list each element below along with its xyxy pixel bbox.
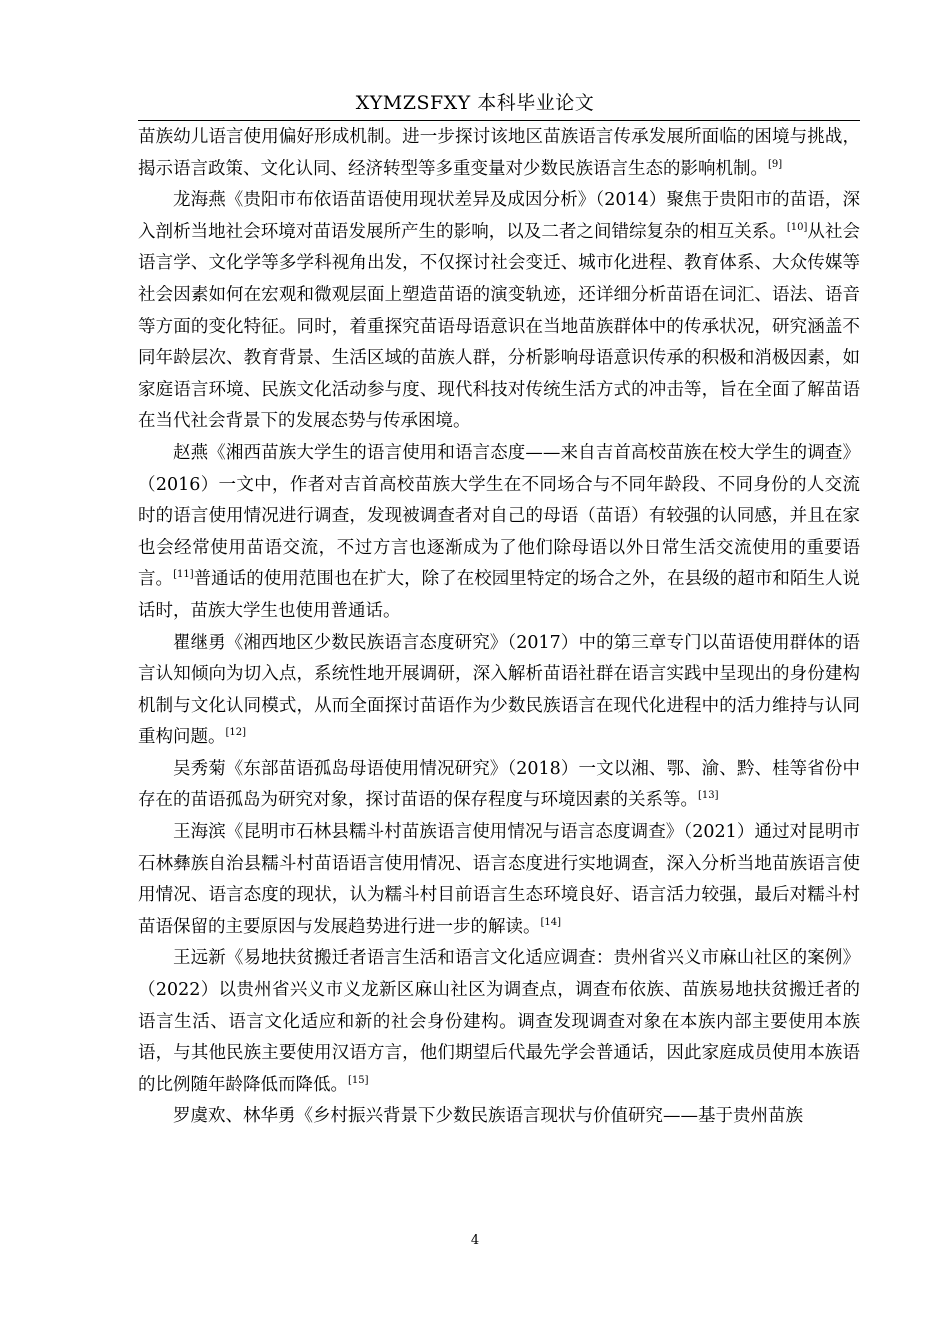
paragraph-text-continued: 从社会语言学、文化学等多学科视角出发，不仅探讨社会变迁、城市化进程、教育体系、大众传媒等社会因素如何在宏观和微观层面上塑造苗语的演变轨迹，还详细分析苗语在词汇、语法、语音等方面的变化特征。同时，着重探究苗语母语意识在当地苗族群体中的传承状况，研究涵盖不同年龄层次、教育背景、生活区域的苗族人群，分析影响母语意识传承的积极和消极因素，如家庭语言环境、民族文化活动参与度、现代科技对传统生活方式的冲击等，旨在全面了解苗语在当代社会背景下的发展态势与传承困境。 bbox=[138, 221, 861, 432]
citation-ref: [13] bbox=[698, 790, 719, 802]
paragraph-text: 龙海燕《贵阳市布依语苗语使用现状差异及成因分析》（2014）聚焦于贵阳市的苗语，深入剖析当地社会环境对苗语发展所产生的影响，以及二者之间错综复杂的相互关系。 bbox=[138, 190, 860, 242]
citation-ref: [15] bbox=[348, 1074, 369, 1086]
paragraph-4 bbox=[138, 628, 860, 754]
paragraph-text-continued: 普通话的使用范围也在扩大，除了在校园里特定的场合之外，在县级的超市和陌生人说话时，苗族大学生也使用普通话。 bbox=[138, 569, 861, 621]
paragraph-3 bbox=[138, 438, 860, 628]
citation-ref: [14] bbox=[540, 917, 562, 929]
citation-ref: [10] bbox=[786, 221, 808, 233]
paragraph-6 bbox=[138, 817, 860, 943]
citation-ref: [9] bbox=[768, 158, 783, 170]
document-body bbox=[138, 122, 860, 1133]
paragraph-text: 赵燕《湘西苗族大学生的语言使用和语言态度——来自吉首高校苗族在校大学生的调查》（2016）一文中，作者对吉首高校苗族大学生在不同场合与不同年龄段、不同身份的人交流时的语言使用情况进行调查，发现被调查者对自己的母语（苗语）有较强的认同感，并且在家也会经常使用苗语交流，不过方言也逐渐成为了他们除母语以外日常生活交流使用的重要语言。 bbox=[138, 442, 860, 590]
paragraph-1 bbox=[138, 122, 860, 185]
citation-ref: [12] bbox=[225, 727, 247, 739]
paragraph-5 bbox=[138, 754, 860, 817]
paragraph-8 bbox=[138, 1101, 860, 1133]
paragraph-7 bbox=[138, 943, 860, 1101]
paragraph-text: 罗虞欢、林华勇《乡村振兴背景下少数民族语言现状与价值研究——基于贵州苗族 bbox=[173, 1106, 803, 1127]
paragraph-text: 瞿继勇《湘西地区少数民族语言态度研究》（2017）中的第三章专门以苗语使用群体的语言认知倾向为切入点，系统性地开展调研，深入解析苗语社群在语言实践中呈现出的身份建构机制与文化认同模式，从而全面探讨苗语作为少数民族语言在现代化进程中的活力维持与认同重构问题。 bbox=[138, 632, 860, 748]
page-header-title: XYMZSFXY 本科毕业论文 bbox=[355, 92, 595, 114]
page-number: 4 bbox=[470, 1233, 480, 1248]
paragraph-2 bbox=[138, 185, 860, 438]
paragraph-text: 苗族幼儿语言使用偏好形成机制。进一步探讨该地区苗族语言传承发展所面临的困境与挑战，揭示语言政策、文化认同、经济转型等多重变量对少数民族语言生态的影响机制。 bbox=[138, 127, 860, 179]
header-rule bbox=[138, 120, 860, 121]
paragraph-text: 吴秀菊《东部苗语孤岛母语使用情况研究》（2018）一文以湘、鄂、渝、黔、桂等省份中存在的苗语孤岛为研究对象，探讨苗语的保存程度与环境因素的关系等。 bbox=[138, 758, 860, 811]
paragraph-text: 王远新《易地扶贫搬迁者语言生活和语言文化适应调查：贵州省兴义市麻山社区的案例》（2022）以贵州省兴义市义龙新区麻山社区为调查点，调查布依族、苗族易地扶贫搬迁者的语言生活、语言文化适应和新的社会身份建构。调查发现调查对象在本族内部主要使用本族语，与其他民族主要使用汉语方言，他们期望后代最先学会普通话，因此家庭成员使用本族语的比例随年龄降低而降低。 bbox=[138, 948, 860, 1095]
citation-ref: [11] bbox=[173, 569, 194, 581]
paragraph-text: 王海滨《昆明市石林县糯斗村苗族语言使用情况与语言态度调查》（2021）通过对昆明市石林彝族自治县糯斗村苗语语言使用情况、语言态度进行实地调查，深入分析当地苗族语言使用情况、语言态度的现状，认为糯斗村目前语言生态环境良好、语言活力较强，最后对糯斗村苗语保留的主要原因与发展趋势进行进一步的解读。 bbox=[138, 822, 860, 937]
